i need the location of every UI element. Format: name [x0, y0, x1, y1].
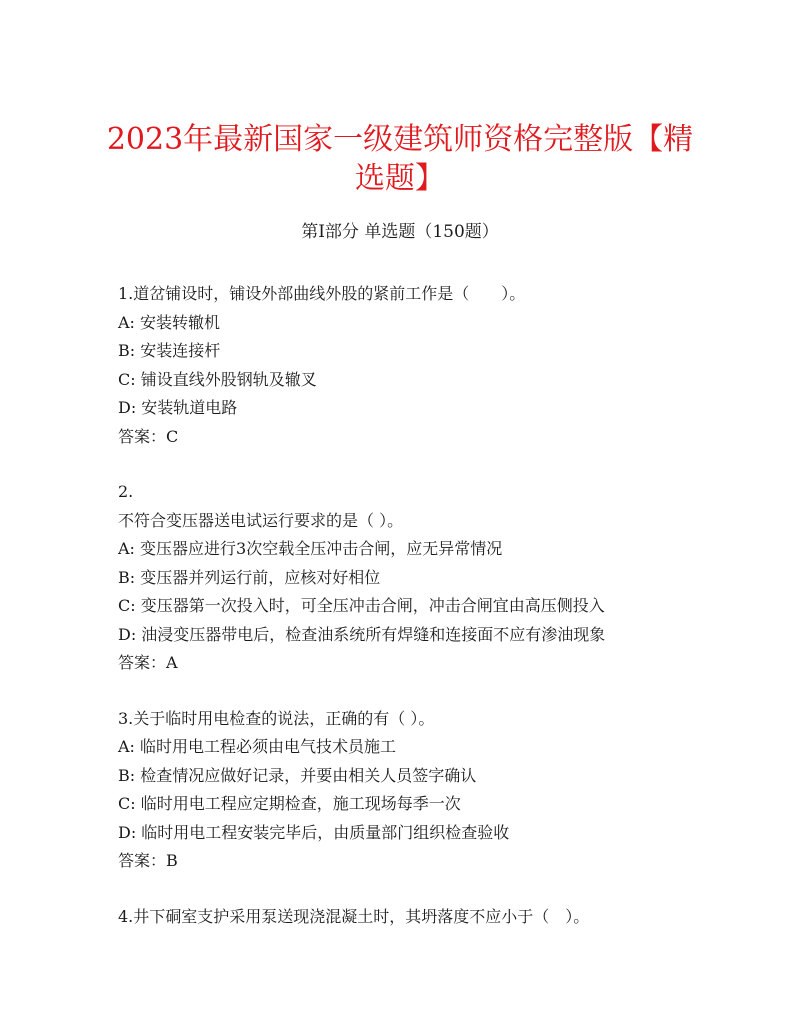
section-heading: 第I部分 单选题（150题） [301, 222, 499, 242]
question-2-stem: 不符合变压器送电试运行要求的是（ ）。 [118, 510, 404, 530]
question-3-option-a: A: 临时用电工程必须由电气技术员施工 [118, 737, 397, 756]
question-3-answer: 答案：B [118, 851, 178, 870]
title-line-1: 2023年最新国家一级建筑师资格完整版【精 [106, 122, 694, 157]
question-3-stem: 3.关于临时用电检查的说法，正确的有（ ）。 [118, 708, 435, 728]
question-1-option-a: A: 安装转辙机 [118, 312, 221, 332]
question-1-option-c: C: 铺设直线外股钢轨及辙叉 [118, 369, 317, 389]
question-2-answer: 答案：A [118, 653, 178, 672]
question-1-option-d: D: 安装轨道电路 [118, 398, 238, 417]
question-2-option-d: D: 油浸变压器带电后，检查油系统所有焊缝和连接面不应有渗油现象 [118, 624, 606, 644]
question-list [118, 280, 718, 931]
question-2-option-c: C: 变压器第一次投入时，可全压冲击合闸，冲击合闸宜由高压侧投入 [118, 596, 605, 615]
question-2-option-a: A: 变压器应进行3次空载全压冲击合闸，应无异常情况 [118, 539, 503, 558]
question-1-stem: 1.道岔铺设时，铺设外部曲线外股的紧前工作是（ ）。 [118, 284, 526, 303]
question-4-stem: 4.井下硐室支护采用泵送现浇混凝土时，其坍落度不应小于（ ）。 [118, 906, 590, 926]
question-1-answer: 答案：C [118, 426, 179, 446]
question-3-option-b: B: 检查情况应做好记录，并要由相关人员签字确认 [118, 765, 477, 785]
question-2-option-b: B: 变压器并列运行前，应核对好相位 [118, 567, 381, 587]
question-3-option-d: D: 临时用电工程安装完毕后，由质量部门组织检查验收 [118, 822, 510, 842]
document-title [100, 120, 700, 198]
title-line-2: 选题】 [355, 161, 445, 196]
question-3-option-c: C: 临时用电工程应定期检查，施工现场每季一次 [118, 794, 461, 813]
question-1-option-b: B: 安装连接杆 [118, 341, 221, 360]
question-2-number: 2. [118, 482, 134, 501]
